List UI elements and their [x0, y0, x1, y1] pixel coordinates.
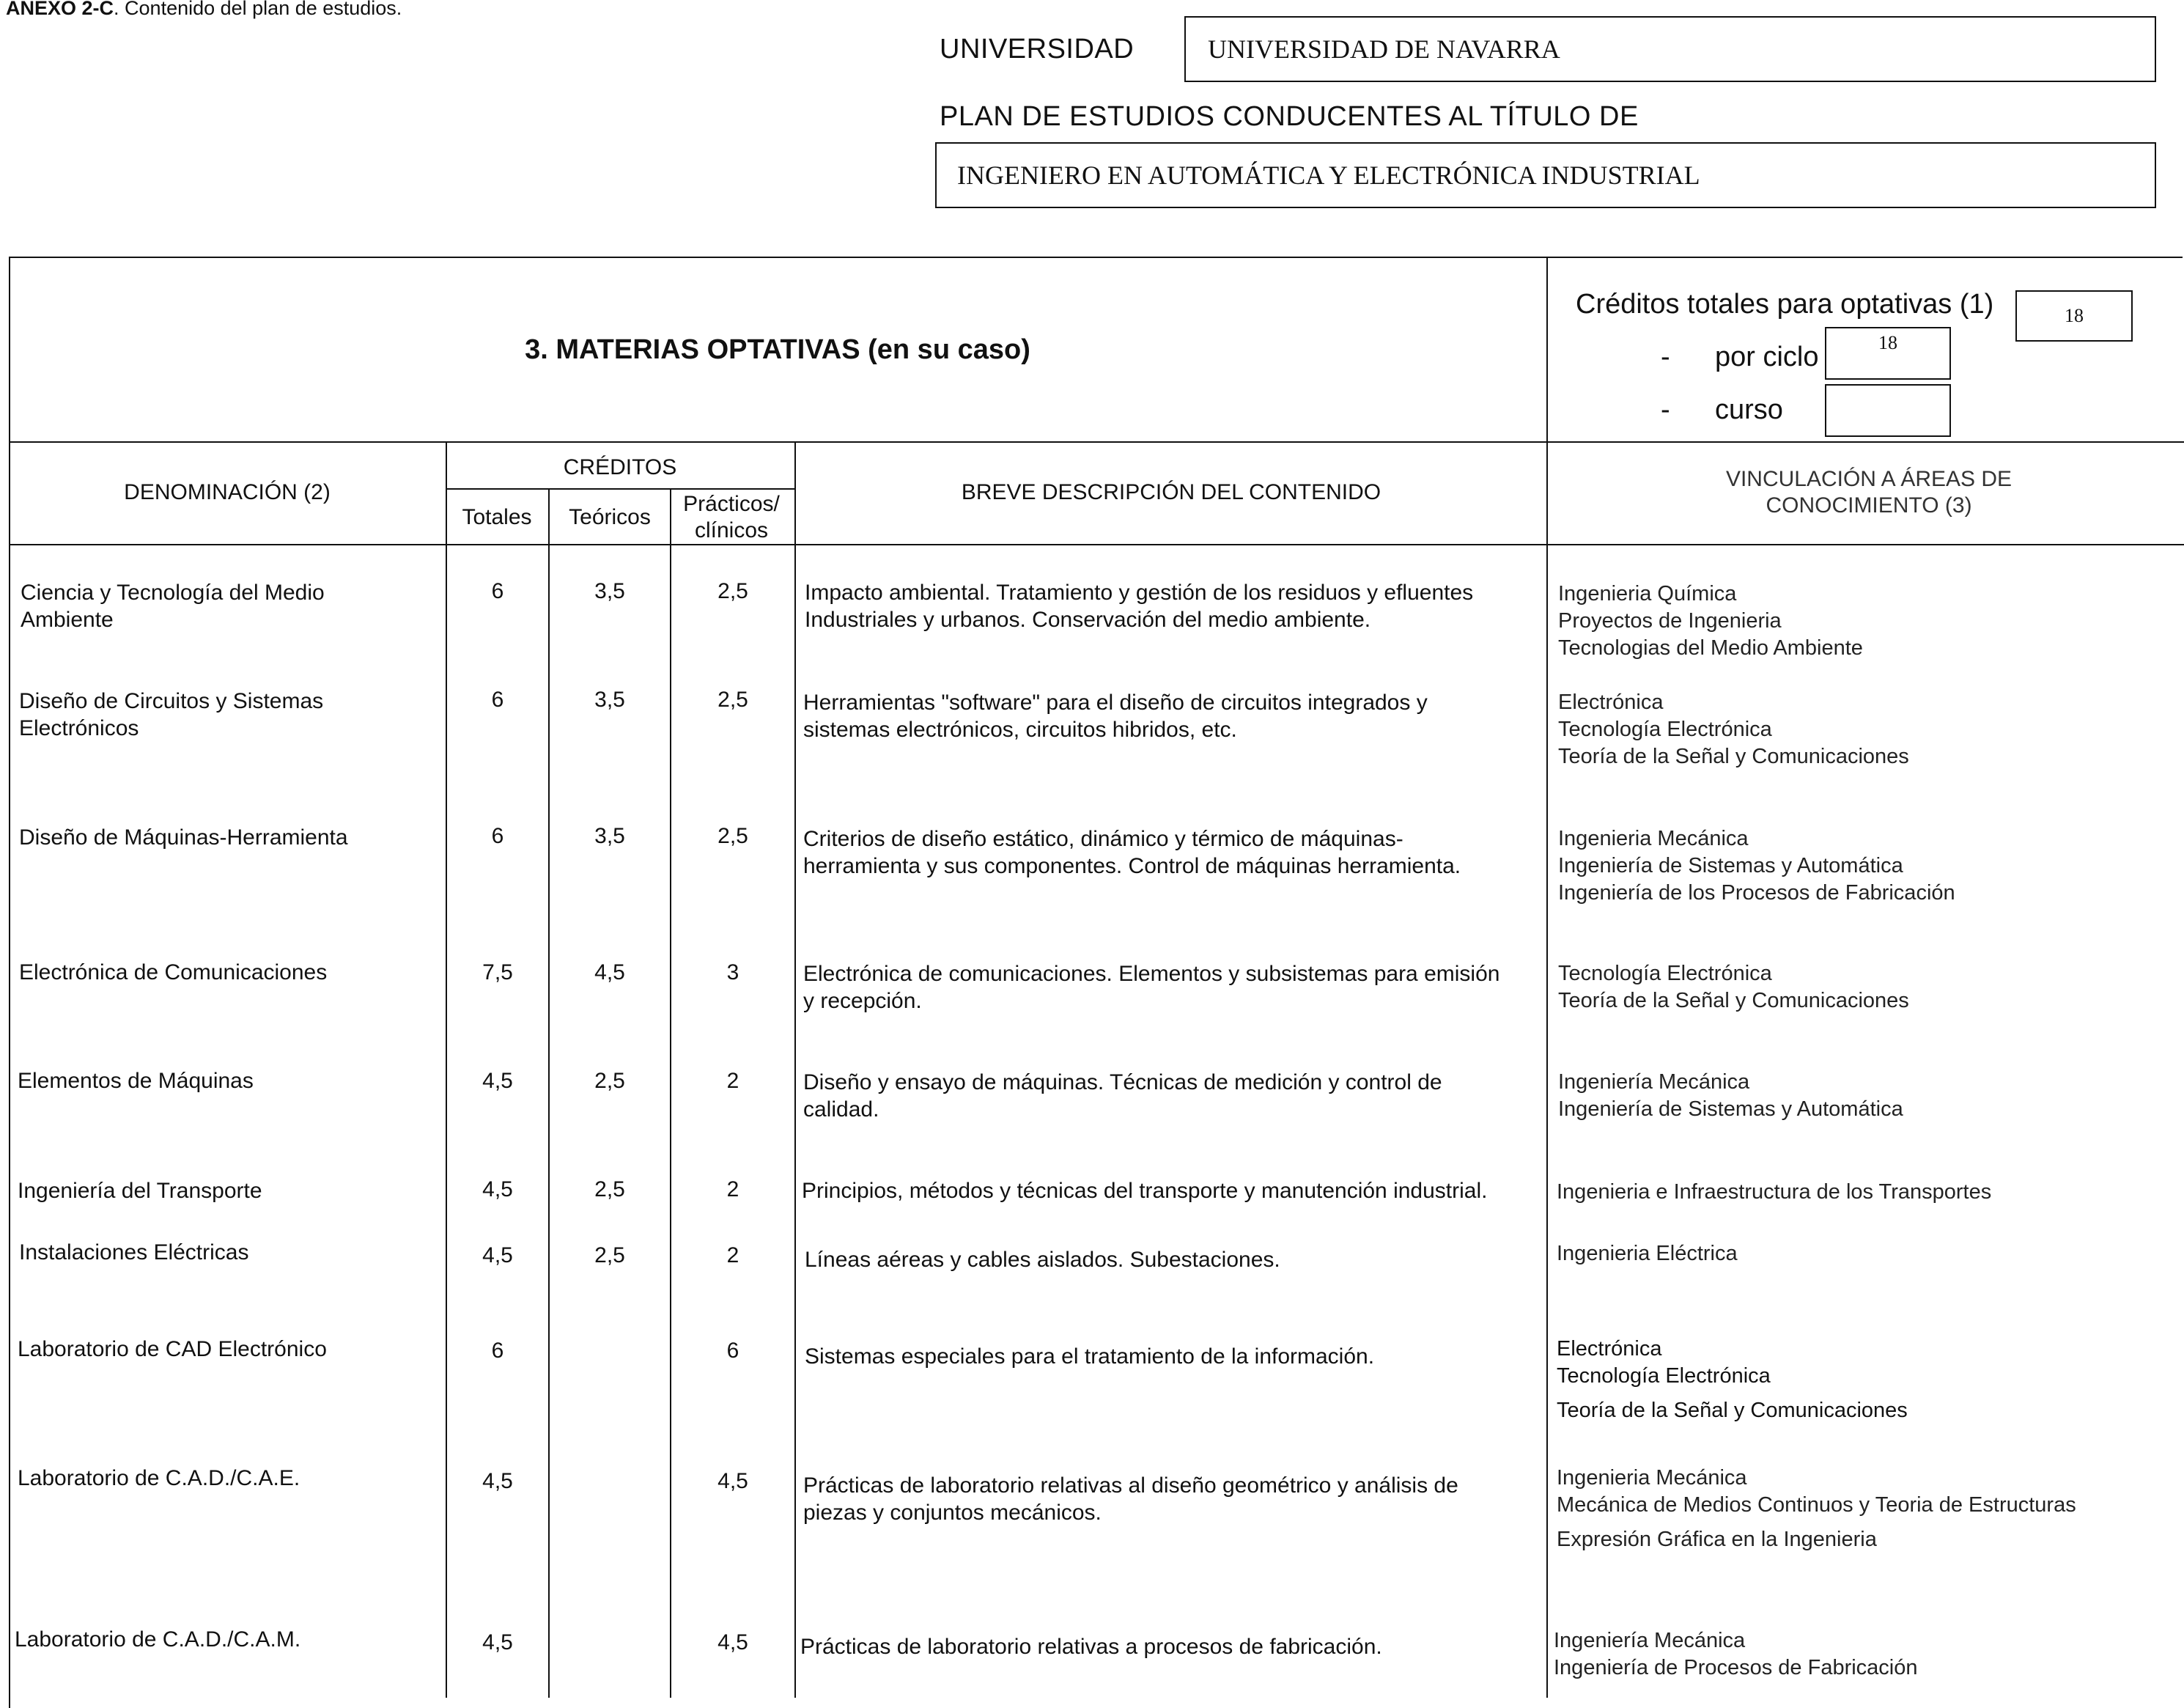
course-label: curso	[1715, 394, 1783, 425]
subject-name: Laboratorio de C.A.D./C.A.E.	[18, 1466, 300, 1490]
area-item: Electrónica	[1558, 691, 1664, 714]
subject-name: Laboratorio de CAD Electrónico	[18, 1337, 327, 1361]
knowledge-areas	[1558, 960, 2174, 1015]
credits-totales: 7,5	[482, 960, 513, 984]
credits-totales: 4,5	[482, 1243, 513, 1267]
area-item: Ingeniería de Sistemas y Automática	[1558, 1097, 1903, 1121]
area-item: Expresión Gráfica en la Ingenieria	[1557, 1528, 1877, 1551]
subject-name: Ciencia y Tecnología del Medio Ambiente	[21, 581, 325, 632]
credits-practicos: 2,5	[717, 579, 748, 603]
credits-totales: 6	[491, 824, 504, 848]
header-totales: Totales	[462, 505, 532, 529]
area-item: Ingeniería Mecánica	[1554, 1629, 1746, 1652]
knowledge-areas	[1557, 1179, 2172, 1206]
credits-practicos: 2	[726, 1069, 739, 1093]
degree-value: INGENIERO EN AUTOMÁTICA Y ELECTRÓNICA INDUSTRIAL	[957, 161, 1700, 190]
knowledge-areas	[1557, 1336, 2172, 1424]
credits-totales: 6	[491, 688, 504, 712]
credits-practicos: 2	[726, 1177, 739, 1201]
university-label: UNIVERSIDAD	[940, 34, 1135, 65]
content-description: Electrónica de comunicaciones. Elementos y subsistemas para emisión y recepción.	[803, 962, 1500, 1013]
annex-text: . Contenido del plan de estudios.	[114, 0, 402, 19]
credits-totales: 4,5	[482, 1177, 513, 1201]
credits-practicos: 4,5	[717, 1469, 748, 1493]
credits-totales: 6	[491, 1339, 504, 1363]
content-description: Sistemas especiales para el tratamiento de la información.	[805, 1344, 1375, 1369]
credits-totales: 6	[491, 579, 504, 603]
content-description: Diseño y ensayo de máquinas. Técnicas de medición y control de calidad.	[803, 1070, 1442, 1122]
per-cycle-box	[1825, 327, 1951, 380]
credits-teoricos: 4,5	[594, 960, 625, 984]
area-item: Ingeniería Mecánica	[1558, 1070, 1750, 1094]
credits-totales: 4,5	[482, 1069, 513, 1093]
area-item: Ingeniería de los Procesos de Fabricación	[1558, 881, 1955, 905]
per-cycle-dash: -	[1661, 342, 1670, 372]
header-teoricos: Teóricos	[569, 505, 651, 529]
area-item: Ingenieria Mecánica	[1557, 1466, 1747, 1490]
knowledge-areas	[1558, 581, 2174, 662]
credits-teoricos: 2,5	[594, 1243, 625, 1267]
knowledge-areas	[1557, 1465, 2180, 1553]
knowledge-areas	[1558, 689, 2174, 770]
credits-practicos: 4,5	[717, 1630, 748, 1654]
subject-name: Laboratorio de C.A.D./C.A.M.	[15, 1627, 301, 1652]
content-description: Principios, métodos y técnicas del transporte y manutención industrial.	[802, 1179, 1488, 1203]
header-vinculacion: VINCULACIÓN A ÁREAS DE CONOCIMIENTO (3)	[1725, 467, 2013, 518]
credits-total-box	[2015, 290, 2133, 342]
area-item: Ingenieria Mecánica	[1558, 827, 1749, 850]
divider	[446, 488, 796, 490]
knowledge-areas	[1554, 1627, 2177, 1682]
degree-field	[935, 142, 2156, 208]
university-value: UNIVERSIDAD DE NAVARRA	[1208, 34, 1560, 64]
course-box	[1825, 384, 1951, 437]
subject-name: Diseño de Circuitos y Sistemas Electrónicos	[19, 689, 324, 740]
content-description: Herramientas "software" para el diseño de circuitos integrados y sistemas electrónicos, circuitos hibridos, etc.	[803, 691, 1428, 742]
header-denominacion: DENOMINACIÓN (2)	[124, 480, 331, 504]
header-creditos: CRÉDITOS	[563, 455, 677, 479]
annex-caption	[6, 0, 402, 20]
area-item: Ingenieria Eléctrica	[1557, 1242, 1738, 1265]
credits-teoricos: 2,5	[594, 1177, 625, 1201]
credits-practicos: 3	[726, 960, 739, 984]
header-practicos: Prácticos/ clínicos	[683, 492, 780, 542]
subject-name: Diseño de Máquinas-Herramienta	[19, 825, 348, 850]
credits-practicos: 2	[726, 1243, 739, 1267]
knowledge-areas	[1557, 1240, 2172, 1267]
subject-name: Elementos de Máquinas	[18, 1069, 254, 1093]
area-item: Tecnologias del Medio Ambiente	[1558, 636, 1863, 660]
university-field	[1184, 16, 2156, 82]
credits-total-label: Créditos totales para optativas (1)	[1576, 289, 1994, 320]
credits-total-value: 18	[2065, 305, 2084, 326]
credits-practicos: 2,5	[717, 688, 748, 712]
divider	[1546, 257, 1548, 1698]
area-item: Tecnología Electrónica	[1557, 1364, 1771, 1388]
divider	[794, 441, 796, 1698]
area-item: Teoría de la Señal y Comunicaciones	[1558, 745, 1909, 768]
section-title: 3. MATERIAS OPTATIVAS (en su caso)	[525, 334, 1030, 365]
content-description: Criterios de diseño estático, dinámico y térmico de máquinas-herramienta y sus componentes. Control de máquinas herramienta.	[803, 827, 1461, 878]
area-item: Ingenieria Química	[1558, 582, 1737, 605]
area-item: Teoría de la Señal y Comunicaciones	[1558, 989, 1909, 1012]
subject-name: Ingeniería del Transporte	[18, 1179, 262, 1203]
header-descripcion: BREVE DESCRIPCIÓN DEL CONTENIDO	[961, 480, 1381, 504]
subject-name: Electrónica de Comunicaciones	[19, 960, 328, 984]
area-item: Tecnología Electrónica	[1558, 718, 1772, 741]
credits-totales: 4,5	[482, 1469, 513, 1493]
content-description: Prácticas de laboratorio relativas a procesos de fabricación.	[800, 1635, 1382, 1659]
area-item: Proyectos de Ingenieria	[1558, 609, 1782, 633]
area-item: Ingeniería de Sistemas y Automática	[1558, 854, 1903, 877]
credits-practicos: 6	[726, 1339, 739, 1363]
content-description: Prácticas de laboratorio relativas al diseño geométrico y análisis de piezas y conjuntos mecánicos.	[803, 1473, 1458, 1525]
credits-teoricos: 3,5	[594, 579, 625, 603]
credits-practicos: 2,5	[717, 824, 748, 848]
divider	[9, 441, 2184, 443]
area-item: Electrónica	[1557, 1337, 1662, 1361]
divider	[9, 544, 2184, 545]
plan-label: PLAN DE ESTUDIOS CONDUCENTES AL TÍTULO DE	[940, 101, 1639, 132]
subject-name: Instalaciones Eléctricas	[19, 1240, 249, 1265]
course-dash: -	[1661, 394, 1670, 425]
content-description: Impacto ambiental. Tratamiento y gestión de los residuos y efluentes Industriales y urbanos. Conservación del medio ambiente.	[805, 581, 1474, 632]
area-item: Ingenieria e Infraestructura de los Transportes	[1557, 1180, 1992, 1204]
knowledge-areas	[1558, 1069, 2174, 1123]
credits-totales: 4,5	[482, 1630, 513, 1654]
per-cycle-value: 18	[1878, 332, 1897, 353]
area-item: Ingeniería de Procesos de Fabricación	[1554, 1656, 1918, 1679]
knowledge-areas	[1558, 825, 2174, 907]
per-cycle-label: por ciclo	[1715, 342, 1819, 372]
credits-teoricos: 3,5	[594, 824, 625, 848]
content-description: Líneas aéreas y cables aislados. Subestaciones.	[805, 1248, 1280, 1272]
credits-teoricos: 2,5	[594, 1069, 625, 1093]
area-item: Teoría de la Señal y Comunicaciones	[1557, 1399, 1908, 1422]
area-item: Tecnología Electrónica	[1558, 962, 1772, 985]
annex-label: ANEXO 2-C	[6, 0, 114, 19]
credits-teoricos: 3,5	[594, 688, 625, 712]
area-item: Mecánica de Medios Continuos y Teoria de Estructuras	[1557, 1493, 2076, 1517]
